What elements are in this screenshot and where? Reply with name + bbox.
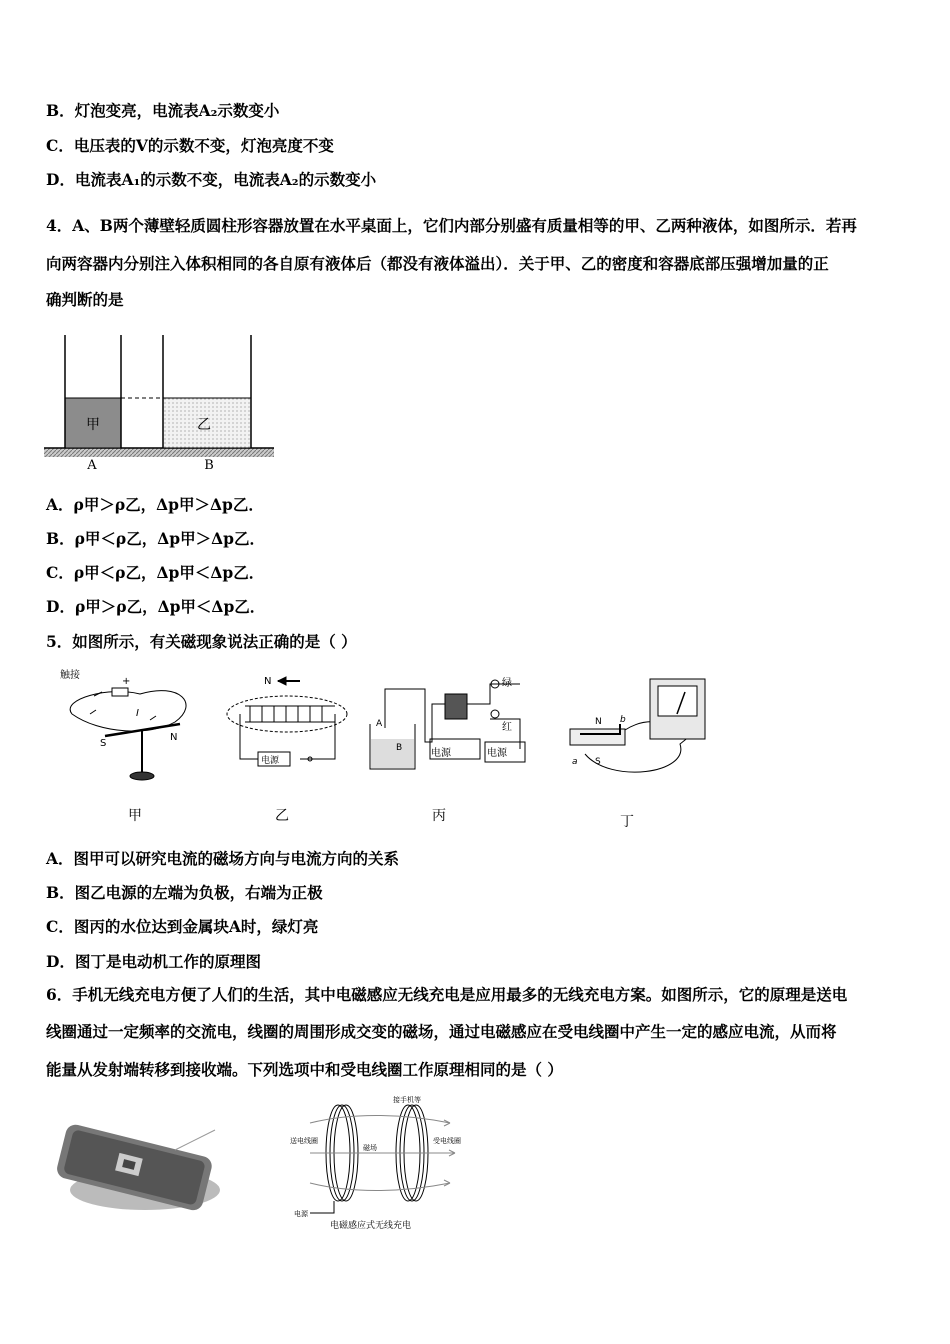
q5-option-c: C．图丙的水位达到金属块A时，绿灯亮 xyxy=(46,917,319,936)
caption-jia: 甲 xyxy=(128,808,142,824)
q3-option-b: B．灯泡变亮，电流表A₂示数变小 xyxy=(46,101,280,120)
liquid-b-label: 乙 xyxy=(197,417,211,433)
svg-text:N: N xyxy=(264,676,272,687)
svg-text:S: S xyxy=(595,757,601,767)
svg-text:S: S xyxy=(100,738,107,749)
svg-text:红: 红 xyxy=(502,722,512,733)
svg-text:电源: 电源 xyxy=(431,748,451,759)
svg-text:N: N xyxy=(170,732,178,743)
recv-coil-label: 受电线圈 xyxy=(433,1137,461,1145)
caption-ding: 丁 xyxy=(620,814,634,830)
q5-option-a: A．图甲可以研究电流的磁场方向与电流方向的关系 xyxy=(46,849,400,868)
svg-text:I: I xyxy=(136,708,139,719)
diagram-caption: 电磁感应式无线充电 xyxy=(330,1221,412,1231)
q4-option-b: B．ρ甲＜ρ乙，Δp甲＞Δp乙． xyxy=(46,529,265,548)
q4-stem-line-1: 4．A、B两个薄壁轻质圆柱形容器放置在水平桌面上，它们内部分别盛有质量相等的甲、乙两种液体，如图所示．若再 xyxy=(46,216,857,235)
q5-option-d: D．图丁是电动机工作的原理图 xyxy=(46,952,261,971)
container-b-label: B xyxy=(204,458,214,473)
figure-jia xyxy=(60,668,186,824)
caption-bing: 丙 xyxy=(432,808,446,824)
svg-text:电源: 电源 xyxy=(261,756,280,766)
send-coil-label: 送电线圈 xyxy=(290,1137,318,1145)
q4-option-a: A．ρ甲＞ρ乙，Δp甲＞Δp乙． xyxy=(46,495,264,514)
svg-text:A: A xyxy=(376,719,383,729)
q5-option-b: B．图乙电源的左端为负极，右端为正极 xyxy=(46,883,323,902)
container-a xyxy=(65,335,121,448)
svg-text:电源: 电源 xyxy=(487,748,507,759)
power-label: 电源 xyxy=(294,1210,308,1218)
q4-option-d: D．ρ甲＞ρ乙，Δp甲＜Δp乙． xyxy=(46,597,266,616)
svg-text:B: B xyxy=(396,743,403,753)
q6-stem-line-2: 线圈通过一定频率的交流电，线圈的周围形成交变的磁场，通过电磁感应在受电线圈中产生一定的感应电流，从而将 xyxy=(46,1022,837,1041)
q6-stem-line-1: 6．手机无线充电方便了人们的生活，其中电磁感应无线充电是应用最多的无线充电方案。如图所示，它的原理是送电 xyxy=(46,985,848,1004)
svg-text:a: a xyxy=(572,757,578,767)
svg-text:绿: 绿 xyxy=(502,678,512,689)
svg-text:b: b xyxy=(620,715,626,725)
svg-text:N: N xyxy=(595,717,602,727)
svg-text:触接: 触接 xyxy=(60,670,80,681)
phone-charging-photo xyxy=(45,1120,220,1215)
container-a-label: A xyxy=(87,458,97,473)
tabletop xyxy=(44,448,274,457)
q3-option-d: D．电流表A₁的示数不变，电流表A₂的示数变小 xyxy=(46,170,377,189)
q6-stem-line-3: 能量从发射端转移到接收端。下列选项中和受电线圈工作原理相同的是（ ） xyxy=(46,1060,563,1079)
q4-container-figure xyxy=(44,330,276,475)
q4-stem-line-2: 向两容器内分别注入体积相同的各自原有液体后（都没有液体溢出）．关于甲、乙的密度和容器底部压强增加量的正 xyxy=(46,254,829,273)
figure-ding xyxy=(570,679,705,830)
svg-text:+: + xyxy=(122,676,131,687)
q5-stem: 5．如图所示，有关磁现象说法正确的是（ ） xyxy=(46,632,357,651)
phone-label: 接手机等 xyxy=(393,1096,421,1104)
field-label: 磁场 xyxy=(363,1144,377,1152)
q4-option-c: C．ρ甲＜ρ乙，Δp甲＜Δp乙． xyxy=(46,563,265,582)
q5-magnetism-figure xyxy=(50,664,725,836)
q3-option-c: C．电压表的V的示数不变，灯泡亮度不变 xyxy=(46,136,334,155)
liquid-a-label: 甲 xyxy=(86,417,100,433)
container-b xyxy=(163,335,251,448)
caption-yi: 乙 xyxy=(275,808,289,824)
q4-stem-line-3: 确判断的是 xyxy=(46,290,124,309)
figure-bing xyxy=(370,677,525,824)
wireless-charging-diagram xyxy=(290,1093,470,1233)
figure-yi xyxy=(227,676,347,824)
